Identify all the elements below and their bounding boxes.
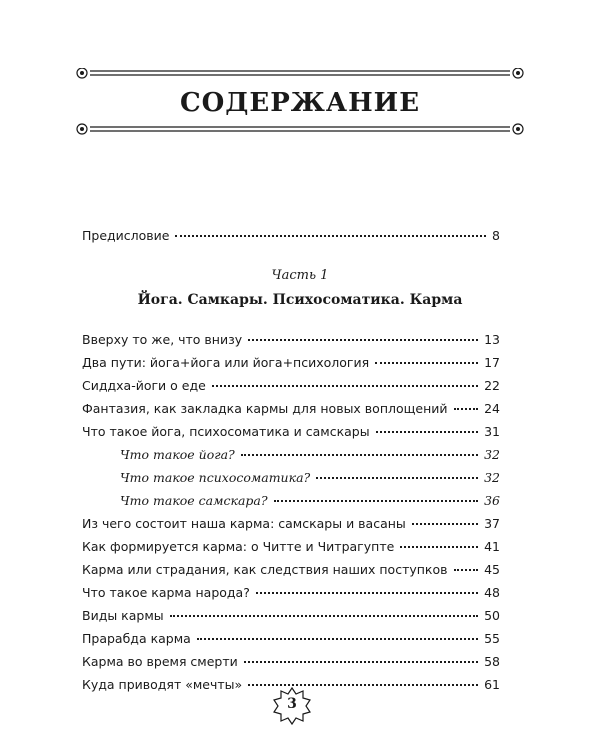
toc-entry[interactable] [82,516,500,534]
toc-leader-dots [212,385,478,387]
toc-entry[interactable] [82,332,500,350]
part-title: Йога. Самкары. Психосоматика. Карма [137,292,463,308]
toc-leader-dots [454,569,479,571]
toc-entry-title: Сиддха-йоги о еде [82,378,206,393]
toc-leader-dots [241,454,478,456]
toc-entry-title: Предисловие [82,228,170,243]
toc-entry-page: 48 [484,585,500,600]
toc-entry[interactable] [82,424,500,442]
toc-leader-dots [175,235,486,237]
toc-entry-title: Как формируется карма: о Читте и Читрагупте [82,539,395,554]
toc-entry-title: Из чего состоит наша карма: самскары и васаны [82,516,406,531]
toc-entry-page: 55 [484,631,500,646]
toc-entry-page: 17 [484,355,500,370]
toc-entry-title: Виды кармы [82,608,164,623]
page-title: СОДЕРЖАНИЕ [179,88,421,118]
toc-entry-page: 41 [484,539,500,554]
toc-entry-page: 24 [484,401,500,416]
toc-leader-dots [375,362,478,364]
toc-entry-title: Что такое йога? [120,447,235,462]
part-label: Часть 1 [271,268,329,283]
toc-entry[interactable] [82,355,500,373]
toc-entry[interactable] [82,539,500,557]
header-frame [72,68,528,138]
toc-entry-title: Два пути: йога+йога или йога+психология [82,355,370,370]
toc-leader-dots [248,339,478,341]
toc-entry-page: 36 [484,493,500,508]
toc-entry[interactable] [82,608,500,626]
toc-entry-page: 31 [484,424,500,439]
toc-entry[interactable] [82,378,500,396]
toc-entry-title: Вверху то же, что внизу [82,332,243,347]
toc-leader-dots [274,500,479,502]
toc-entry-page: 50 [484,608,500,623]
toc-entry-title: Что такое самскара? [120,493,268,508]
toc-subentry[interactable] [120,470,500,488]
toc-entry-title: Прарабда карма [82,631,191,646]
toc-entry-page: 58 [484,654,500,669]
toc-leader-dots [316,477,478,479]
toc-leader-dots [197,638,478,640]
toc-entry-page: 37 [484,516,500,531]
page-number: 3 [287,696,297,712]
page-number-badge [272,686,312,726]
toc-entry[interactable] [82,562,500,580]
toc-entry-page: 45 [484,562,500,577]
toc-subentry[interactable] [120,447,500,465]
toc-entry-title: Что такое карма народа? [82,585,250,600]
toc-entry[interactable] [82,401,500,419]
toc-entry-page: 13 [484,332,500,347]
toc-entry[interactable] [82,654,500,672]
toc-entry[interactable] [82,585,500,603]
toc-entry-page: 22 [484,378,500,393]
toc-entry-title: Куда приводят «мечты» [82,677,243,692]
toc-entry-page: 61 [484,677,500,692]
toc-leader-dots [170,615,478,617]
toc-leader-dots [454,408,479,410]
toc-entry-preface[interactable] [82,228,500,246]
toc-entry-title: Карма или страдания, как следствия наших поступков [82,562,448,577]
toc-entry-title: Карма во время смерти [82,654,238,669]
toc-entry-title: Что такое йога, психосоматика и самскары [82,424,370,439]
toc-entry[interactable] [82,631,500,649]
toc-leader-dots [400,546,478,548]
toc-leader-dots [244,661,478,663]
toc-entry-page: 8 [492,228,500,243]
toc-entry-page: 32 [484,470,500,485]
toc-leader-dots [376,431,479,433]
toc-leader-dots [412,523,478,525]
toc-entry-page: 32 [484,447,500,462]
toc-leader-dots [256,592,478,594]
toc-entry-title: Фантазия, как закладка кармы для новых воплощений [82,401,448,416]
toc-entry-title: Что такое психосоматика? [120,470,311,485]
toc-subentry[interactable] [120,493,500,511]
